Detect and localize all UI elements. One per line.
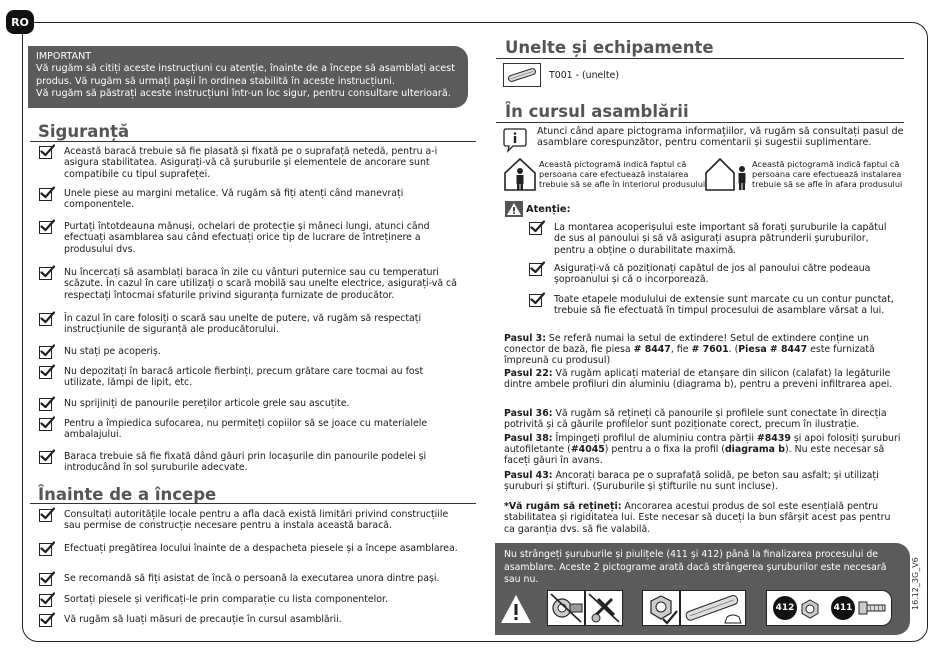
bolt-nut-legend	[766, 590, 892, 626]
checkbox-checked-icon	[529, 263, 542, 276]
checklist-item	[529, 263, 894, 286]
caution-icon	[499, 589, 533, 631]
tool-bar-icon	[506, 67, 538, 83]
outside-person-icon	[704, 157, 750, 191]
section-rule	[496, 58, 904, 59]
checkbox-checked-icon	[39, 313, 52, 326]
assembly-step-note	[504, 433, 902, 466]
no-tighten-icon-1	[547, 590, 585, 626]
checklist-item	[39, 398, 462, 411]
step-text: Împingeți profilul de aluminiu contra părții	[552, 433, 757, 444]
checklist-item-text: Nu stați pe acoperiș.	[64, 346, 161, 357]
checklist-item-text: Toate etapele modulului de extensie sunt marcate cu un contur punctat, trebuie să fie efectuată în timpul procesului de asamblare vărsat a lui.	[554, 294, 894, 317]
inside-person-icon	[503, 157, 537, 191]
step-text: este furnizată împreună cu produsul)	[504, 344, 875, 366]
checklist-item-text: Se recomandă să fiți asistat de încă o persoană la executarea unora dintre pași.	[64, 573, 440, 584]
checklist-item-text: Această baracă trebuie să fie plasată și fixată pe o suprafață netedă, pentru a-i asigura stabilitatea. Asigurați-vă că șuruburile și elementele de ancorare sunt compatibile cu tipul suprafeței.	[64, 146, 438, 180]
checklist-item-text: Nu depozitați în baracă articole fierbinți, precum grătare care tocmai au fost utilizate, lămpi de lipit, etc.	[64, 366, 424, 389]
checkbox-checked-icon	[39, 366, 52, 379]
bolt-icon	[858, 597, 888, 619]
step-label: Pasul 38:	[504, 433, 553, 444]
important-notice	[28, 46, 468, 108]
step-label: Pasul 36:	[504, 408, 553, 419]
nut-icon	[800, 599, 820, 619]
checkbox-checked-icon	[39, 543, 52, 556]
no-tighten-icon-2	[585, 590, 623, 626]
anchoring-note	[504, 501, 902, 535]
warning-icon	[505, 201, 523, 217]
checkbox-checked-icon	[39, 573, 52, 586]
checkbox-checked-icon	[39, 221, 52, 234]
checkbox-checked-icon	[39, 594, 52, 607]
tools-title: Unelte și echipamente	[505, 38, 714, 57]
checkbox-checked-icon	[529, 222, 542, 235]
safety-title: Siguranță	[38, 122, 130, 141]
step-part-ref: Piesa # 8447	[738, 344, 808, 355]
tool-label: T001 - (unelte)	[549, 70, 619, 81]
checkbox-checked-icon	[39, 398, 52, 411]
step-part-ref: #4045	[570, 444, 605, 455]
checkbox-checked-icon	[39, 509, 52, 522]
checklist-item-text: Pentru a împiedica sufocarea, nu permiteți copiilor să se joace cu materialele ambalajului.	[64, 418, 428, 441]
step-part-ref: # 8447	[633, 344, 671, 355]
info-text: Atunci când apare pictograma informațiilor, vă rugăm să consultați pasul de asamblare corespunzător, pentru comentarii și sugestii suplimentare.	[537, 126, 904, 149]
checklist-item	[39, 594, 462, 607]
important-line: Vă rugăm să păstrați aceste instrucțiuni într-un loc sigur, pentru consultare ulterioară.	[36, 87, 451, 99]
checklist-item	[39, 543, 462, 556]
checklist-item-text: Vă rugăm să luați măsuri de precauție în cursul asamblării.	[64, 614, 342, 625]
step-part-ref: diagrama b	[724, 444, 785, 455]
checklist-item	[39, 418, 462, 441]
assembly-step-note	[504, 368, 902, 390]
checklist-item-text: Unele piese au margini metalice. Vă rugăm să fiți atenți când manevrați componentele.	[64, 188, 404, 211]
section-rule	[30, 503, 476, 504]
note-text: Ancorarea acestui produs de sol este esențială pentru stabilitatea și rigiditatea lui. Este necesar să duceți la bun sfârșit acest pas pentru ca garanția dvs. să fie valabilă.	[504, 501, 891, 535]
info-icon	[503, 127, 527, 153]
tool-icon-box	[503, 63, 541, 87]
tighten-tool-icon	[680, 590, 746, 626]
inside-text: Această pictogramă indică faptul că persoana care efectuează instalarea trebuie să se afle în interiorul produsului	[539, 159, 706, 190]
step-text: Ancorați baraca pe o suprafață solidă, pe beton sau asfalt; și utilizați șuruburi și știfturi. (Șuruburile și știfturile nu sunt incluse).	[504, 470, 879, 492]
checklist-item	[529, 294, 894, 317]
step-text: ). Nu este necesar să faceți găuri în avans.	[504, 444, 885, 466]
assembly-step-note	[504, 470, 902, 492]
checklist-item	[39, 346, 462, 359]
checkbox-checked-icon	[39, 346, 52, 359]
checkbox-checked-icon	[39, 188, 52, 201]
checklist-item-text: Nu încercați să asamblați baraca în zile cu vânturi puternice sau cu temperaturi scăzute. În cazul în care utilizați o scară mobilă sau unelte electrice, asigurați-vă că respectați întocmai sfaturile privind siguranța furnizate de producător.	[64, 267, 457, 301]
checklist-item-text: Baraca trebuie să fie fixată dând găuri prin locașurile din panourile podelei și introducând în sol șuruburile adecvate.	[64, 451, 427, 474]
document-code: 16.12_3G_V6	[911, 557, 920, 610]
part-412-badge: 412	[773, 596, 797, 620]
assembly-step-note	[504, 333, 902, 366]
checklist-item	[39, 146, 462, 180]
attention-title: Atenție:	[526, 204, 571, 215]
language-badge: RO	[6, 10, 34, 34]
tightening-warning-text: Nu strângeți șuruburile și piulițele (411 și 412) până la finalizarea procesului de asamblare. Aceste 2 pictograme arată dacă strângerea șuruburilor este necesară sau nu.	[504, 549, 887, 585]
checklist-item	[39, 221, 462, 255]
important-line: produs. Vă rugăm să urmați pașii în ordinea stabilită în aceste instrucțiuni.	[36, 75, 395, 87]
step-text: Vă rugăm aplicați material de etanșare din silicon (calafat) la legăturile dintre ambele profiluri din aluminiu (diagrama b), pentru a preveni infiltrarea apei.	[504, 368, 893, 390]
checklist-item-text: Efectuați pregătirea locului înainte de a despacheta piesele și a începe asamblarea.	[64, 543, 458, 554]
tighten-nut-icon	[642, 590, 680, 626]
checklist-item	[39, 366, 462, 389]
checklist-item-text: Nu sprijiniți de panourile pereților articole grele sau ascuțite.	[64, 398, 350, 409]
checklist-item-text: La montarea acoperișului este important să forați șuruburile la capătul de sus al panoului și să vă asigurați asupra pătrunderii șuruburilor, pentru a obține o durabilitate maximă.	[554, 222, 887, 256]
outside-text: Această pictogramă indică faptul că persoana care efectuează instalarea trebuie să se afle în afara produsului	[752, 159, 903, 190]
assembly-step-note	[504, 408, 902, 430]
important-title: IMPORTANT	[36, 51, 92, 62]
checklist-item	[39, 313, 462, 336]
checklist-item	[39, 509, 462, 532]
checklist-item	[39, 451, 462, 474]
checkbox-checked-icon	[39, 451, 52, 464]
checkbox-checked-icon	[39, 614, 52, 627]
checklist-item-text: Sortați piesele și verificați-le prin comparație cu lista componentelor.	[64, 594, 388, 605]
checklist-item-text: Purtați întotdeauna mănuși, ochelari de protecție și mâneci lungi, atunci când efectuați asamblarea sau când efectuați orice tip de lucrare de întreținere a produsului dvs.	[64, 221, 430, 255]
checklist-item	[39, 614, 462, 627]
checklist-item	[39, 267, 462, 301]
checklist-item-text: Asigurați-vă că poziționați capătul de jos al panoului către podeaua șoproanului și că o incorporează.	[554, 263, 871, 286]
step-text: , fie	[670, 344, 692, 355]
step-part-ref: #8439	[756, 433, 791, 444]
checkbox-checked-icon	[39, 267, 52, 280]
tightening-warning-panel	[495, 543, 910, 635]
note-label: *Vă rugăm să rețineți:	[504, 501, 622, 512]
during-title: În cursul asamblării	[505, 102, 689, 121]
checkbox-checked-icon	[39, 146, 52, 159]
step-text: și apoi folosiți șuruburi autofiletante (	[504, 433, 901, 455]
checkbox-checked-icon	[39, 418, 52, 431]
important-line: Vă rugăm să citiți aceste instrucțiuni cu atenție, înainte de a începe să asamblați acest	[36, 63, 455, 75]
checklist-item-text: Consultați autoritățile locale pentru a afla dacă există limitări privind construcțiile sau permise de construcție necesare pentru a instala această baracă.	[64, 509, 449, 532]
step-part-ref: # 7601	[691, 344, 729, 355]
checklist-item	[39, 573, 462, 586]
step-text: . (	[728, 344, 739, 355]
step-label: Pasul 22:	[504, 368, 553, 379]
checklist-item	[39, 188, 462, 211]
before-title: Înainte de a începe	[38, 485, 217, 504]
checklist-item	[529, 222, 894, 256]
checkbox-checked-icon	[529, 294, 542, 307]
section-rule	[30, 141, 476, 142]
checklist-item-text: În cazul în care folosiți o scară sau unelte de putere, vă rugăm să respectați instrucțiunile de siguranță ale producătorului.	[64, 313, 422, 336]
step-text: ) pentru a o fixa la profil (	[604, 444, 725, 455]
part-411-badge: 411	[831, 596, 855, 620]
step-text: Vă rugăm să rețineți că panourile și profilele sunt conectate în direcția potrivită și că găurile profilelor sunt poziționate corect, precum în ilustrație.	[504, 408, 887, 430]
step-label: Pasul 3:	[504, 333, 546, 344]
section-rule	[496, 122, 904, 123]
step-label: Pasul 43:	[504, 470, 553, 481]
step-text: Se referă numai la setul de extindere! Setul de extindere conține un conector de bază, fie piesa	[504, 333, 869, 355]
